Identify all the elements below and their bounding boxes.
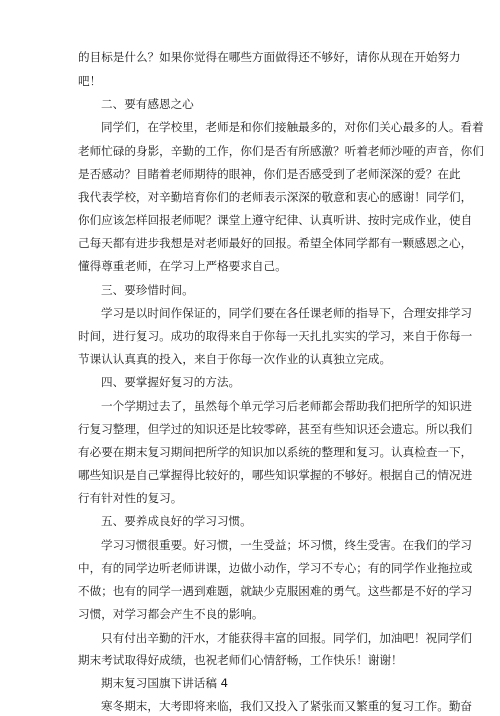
text-line-p1-l1: 的目标是什么？如果你觉得在哪些方面做得还不够好，请你从现在开始努力 — [78, 50, 461, 64]
text-line-title4: 期末复习国旗下讲话稿 4 — [101, 676, 228, 690]
text-line-p5-l4: 习惯，对学习都会产生不良的影响。 — [78, 607, 264, 621]
text-line-p5-l2: 中，有的同学边听老师讲课，边做小动作，学习不专心；有的同学作业拖拉或 — [78, 561, 473, 575]
text-line-p2-l2: 老师忙碌的身影，辛勤的工作，你们是否有所感激？听着老师沙哑的声音，你们 — [78, 144, 484, 158]
text-line-p1-l2: 吧！ — [78, 74, 102, 88]
text-line-p3-l1: 学习是以时间作保证的，同学们要在各任课老师的指导下，合理安排学习 — [101, 306, 473, 320]
text-line-p2-l5: 你们应该怎样回报老师呢？课堂上遵守纪律、认真听讲、按时完成作业，使自 — [78, 213, 473, 227]
text-line-p3-l2: 时间，进行复习。成功的取得来自于你每一天扎扎实实的学习，来自于你每一 — [78, 329, 473, 343]
text-line-h3: 三、要珍惜时间。 — [101, 283, 194, 297]
text-line-p2-l6: 己每天都有进步我想是对老师最好的回报。希望全体同学都有一颗感恩之心， — [78, 236, 473, 250]
text-line-p6-l2: 期末考试取得好成绩，也祝老师们心情舒畅，工作快乐！谢谢！ — [78, 653, 403, 667]
text-line-h2: 二、要有感恩之心 — [101, 97, 194, 111]
text-line-p4-l3: 有必要在期末复习期间把所学的知识加以系统的整理和复习。认真检查一下， — [78, 445, 473, 459]
text-line-h5: 五、要养成良好的学习习惯。 — [101, 514, 252, 528]
text-line-p5-l3: 不做；也有的同学一遇到难题，就缺少克服困难的勇气。这些都是不好的学习 — [78, 584, 473, 598]
text-line-p2-l3: 是否感动？目睹着老师期待的眼神，你们是否感受到了老师深深的爱？在此 — [78, 167, 461, 181]
text-line-p4-l5: 行有针对性的复习。 — [78, 491, 183, 505]
text-line-p4-l1: 一个学期过去了，虽然每个单元学习后老师都会帮助我们把所学的知识进 — [101, 399, 473, 413]
text-line-p2-l7: 懂得尊重老师，在学习上严格要求自己。 — [78, 259, 287, 273]
text-line-p4-l2: 行复习整理，但学过的知识还是比较零碎，甚至有些知识还会遗忘。所以我们 — [78, 422, 473, 436]
text-line-p2-l4: 我代表学校，对辛勤培育你们的老师表示深深的敬意和衷心的感谢！同学们， — [78, 190, 473, 204]
text-line-p6-l1: 只有付出辛勤的汗水，才能获得丰富的回报。同学们，加油吧！祝同学们 — [101, 631, 473, 645]
text-line-p5-l1: 学习习惯很重要。好习惯，一生受益；坏习惯，终生受害。在我们的学习 — [101, 538, 473, 552]
text-line-h4: 四、要掌握好复习的方法。 — [101, 375, 241, 389]
text-line-p2-l1: 同学们，在学校里，老师是和你们接触最多的，对你们关心最多的人。看着 — [101, 120, 484, 134]
text-line-p3-l3: 节课认认真真的投入，来自于你每一次作业的认真独立完成。 — [78, 352, 392, 366]
text-line-p4-l4: 哪些知识是自己掌握得比较好的，哪些知识掌握的不够好。根据自己的情况进 — [78, 468, 473, 482]
text-line-p7-l1: 寒冬期末，大考即将来临，我们又投入了紧张而又繁重的复习工作。勤奋 — [101, 699, 473, 713]
